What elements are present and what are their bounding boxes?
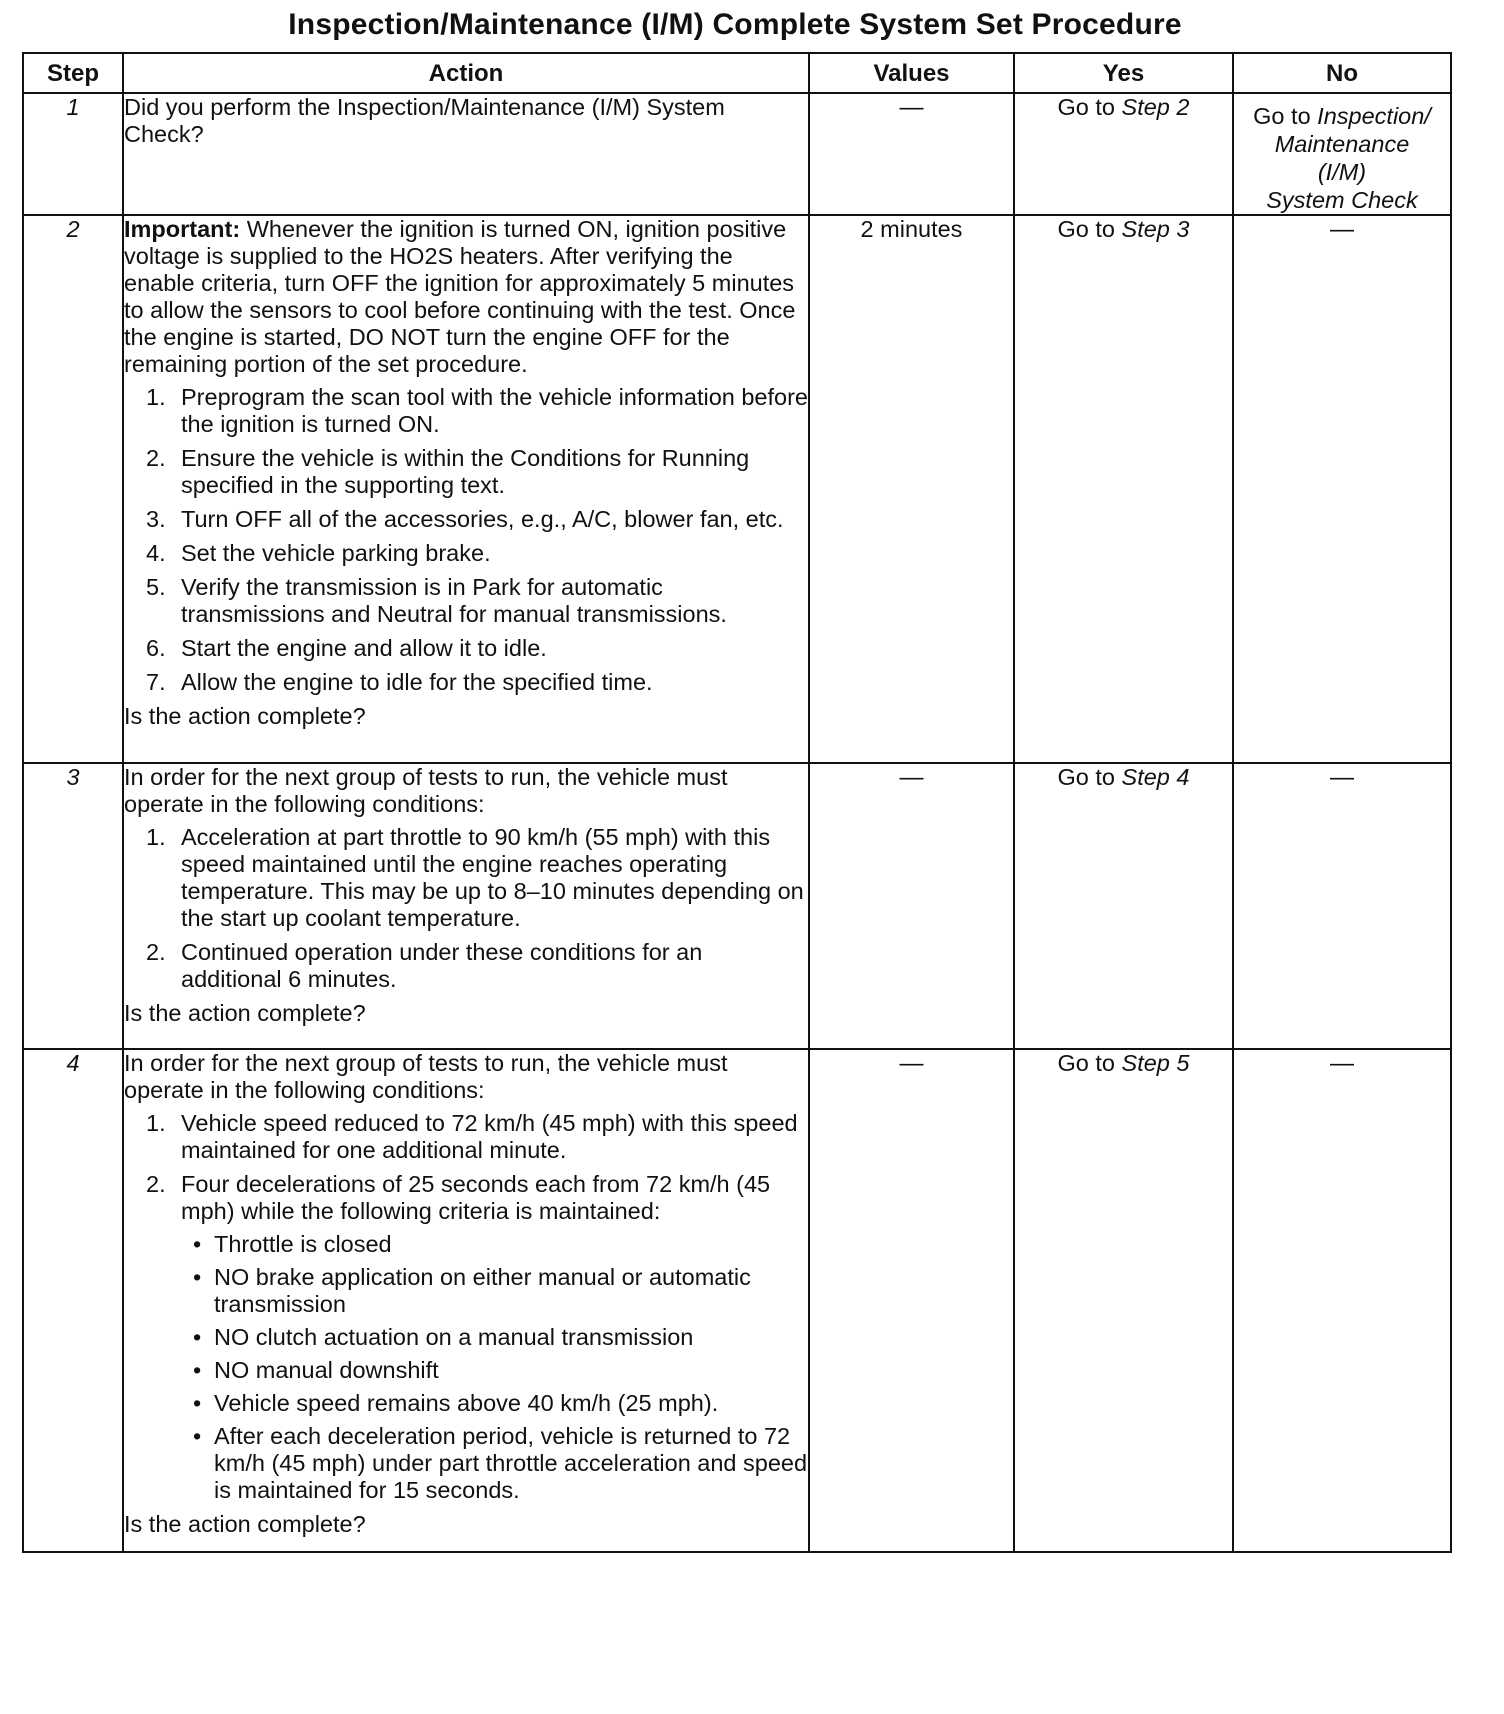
action-cell [123,93,809,215]
no-target-line-1[interactable]: Inspection/ [1317,103,1431,129]
bullet-item [181,1357,808,1384]
item-number: 2. [146,1171,166,1197]
item-number: 5. [146,574,166,600]
header-yes: Yes [1014,53,1233,93]
no-cell [1233,1049,1451,1552]
criteria-bullet-list [181,1231,808,1504]
no-cell [1233,763,1451,1049]
list-item [124,635,808,662]
item-number: 1. [146,384,166,410]
list-item [124,1110,808,1164]
important-note [124,216,808,378]
header-action: Action [123,53,809,93]
list-item [124,669,808,696]
item-text: Four decelerations of 25 seconds each from 72 km/h (45 mph) while the following criteria is maintained: [181,1171,771,1224]
no-cell [1233,93,1451,215]
item-text: Vehicle speed reduced to 72 km/h (45 mph) with this speed maintained for one additional minute. [181,1110,798,1163]
bullet-item [181,1231,808,1258]
action-steps-list [124,824,808,993]
action-steps-list [124,1110,808,1504]
yes-step-link[interactable]: Step 3 [1121,216,1190,242]
action-intro: In order for the next group of tests to run, the vehicle must operate in the following conditions: [124,1050,728,1103]
header-step: Step [23,53,123,93]
yes-prefix: Go to [1057,1050,1122,1076]
item-text: Allow the engine to idle for the specified time. [181,669,653,695]
yes-cell [1014,215,1233,763]
action-steps-list [124,384,808,696]
list-item [124,384,808,438]
no-target-line-3[interactable]: (I/M) [1317,159,1367,185]
item-number: 7. [146,669,166,695]
yes-step-link[interactable]: Step 2 [1121,94,1190,120]
no-target-line-4[interactable]: System Check [1266,187,1418,213]
item-number: 4. [146,540,166,566]
header-no: No [1233,53,1451,93]
action-text: Did you perform the Inspection/Maintenance (I/M) System Check? [124,94,725,147]
yes-cell [1014,1049,1233,1552]
yes-prefix: Go to [1057,216,1122,242]
values-cell [809,93,1014,215]
item-number: 6. [146,635,166,661]
table-row [23,215,1451,763]
item-number: 1. [146,824,166,850]
bullet-text: After each deceleration period, vehicle is returned to 72 km/h (45 mph) under part throttle acceleration and speed is maintained for 15 seconds. [214,1423,808,1503]
step-number: 3 [23,763,123,1049]
bullet-item [181,1264,808,1318]
item-text: Acceleration at part throttle to 90 km/h (55 mph) with this speed maintained until the engine reaches operating temperature. This may be up to 8–10 minutes depending on the start up coolant temperature. [181,824,804,931]
item-text: Preprogram the scan tool with the vehicle information before the ignition is turned ON. [181,384,808,437]
bullet-glyph: • [193,1423,202,1449]
item-text: Set the vehicle parking brake. [181,540,491,566]
table-row [23,1049,1451,1552]
step-number: 2 [23,215,123,763]
bullet-glyph: • [193,1324,202,1350]
important-text: Whenever the ignition is turned ON, ignition positive voltage is supplied to the HO2S heaters. After verifying the enable criteria, turn OFF the ignition for approximately 5 minutes to allow the sensors to cool before continuing with the test. Once the engine is started, DO NOT turn the engine OFF for the remaining portion of the set procedure. [124,216,796,377]
yes-step-link[interactable]: Step 5 [1121,1050,1190,1076]
list-item [124,540,808,567]
procedure-table [22,52,1452,1553]
no-text: — [1330,764,1354,791]
table-row [23,93,1451,215]
bullet-glyph: • [193,1231,202,1257]
yes-prefix: Go to [1057,764,1122,790]
item-text: Verify the transmission is in Park for automatic transmissions and Neutral for manual transmissions. [181,574,727,627]
item-text: Continued operation under these conditions for an additional 6 minutes. [181,939,703,992]
bullet-glyph: • [193,1264,202,1290]
bullet-text: NO manual downshift [214,1357,439,1383]
item-text: Ensure the vehicle is within the Conditions for Running specified in the supporting text. [181,445,750,498]
yes-prefix: Go to [1057,94,1122,120]
action-cell [123,763,809,1049]
table-header-row [23,53,1451,93]
yes-cell [1014,93,1233,215]
values-cell [809,763,1014,1049]
yes-cell [1014,763,1233,1049]
list-item [124,939,808,993]
item-text: Start the engine and allow it to idle. [181,635,547,661]
values-text: 2 minutes [860,216,963,242]
action-question: Is the action complete? [124,1511,366,1537]
bullet-glyph: • [193,1357,202,1383]
list-item [124,445,808,499]
bullet-text: NO brake application on either manual or automatic transmission [214,1264,751,1317]
values-text: — [899,94,924,121]
step-number: 4 [23,1049,123,1552]
action-intro: In order for the next group of tests to run, the vehicle must operate in the following conditions: [124,764,728,817]
yes-step-link[interactable]: Step 4 [1121,764,1190,790]
list-item [124,824,808,932]
values-text: — [899,764,924,791]
no-target-line-2[interactable]: Maintenance [1274,131,1410,157]
action-cell [123,1049,809,1552]
bullet-item [181,1390,808,1417]
list-item [124,574,808,628]
table-row [23,763,1451,1049]
no-cell [1233,215,1451,763]
page-title: Inspection/Maintenance (I/M) Complete System Set Procedure [288,8,1182,41]
action-question: Is the action complete? [124,703,366,729]
bullet-item [181,1423,808,1504]
important-label: Important: [124,216,241,242]
bullet-item [181,1324,808,1351]
list-item [124,506,808,533]
values-cell [809,1049,1014,1552]
no-text: — [1330,216,1354,243]
no-prefix: Go to [1253,103,1318,129]
values-text: — [899,1050,924,1077]
bullet-text: Throttle is closed [214,1231,392,1257]
item-number: 3. [146,506,166,532]
bullet-text: NO clutch actuation on a manual transmission [214,1324,694,1350]
action-cell [123,215,809,763]
no-text: — [1330,1050,1354,1077]
item-text: Turn OFF all of the accessories, e.g., A/C, blower fan, etc. [181,506,784,532]
bullet-text: Vehicle speed remains above 40 km/h (25 mph). [214,1390,719,1416]
item-number: 2. [146,939,166,965]
bullet-glyph: • [193,1390,202,1416]
values-cell [809,215,1014,763]
list-item [124,1171,808,1504]
item-number: 2. [146,445,166,471]
action-question: Is the action complete? [124,1000,366,1026]
step-number: 1 [23,93,123,215]
header-values: Values [809,53,1014,93]
item-number: 1. [146,1110,166,1136]
